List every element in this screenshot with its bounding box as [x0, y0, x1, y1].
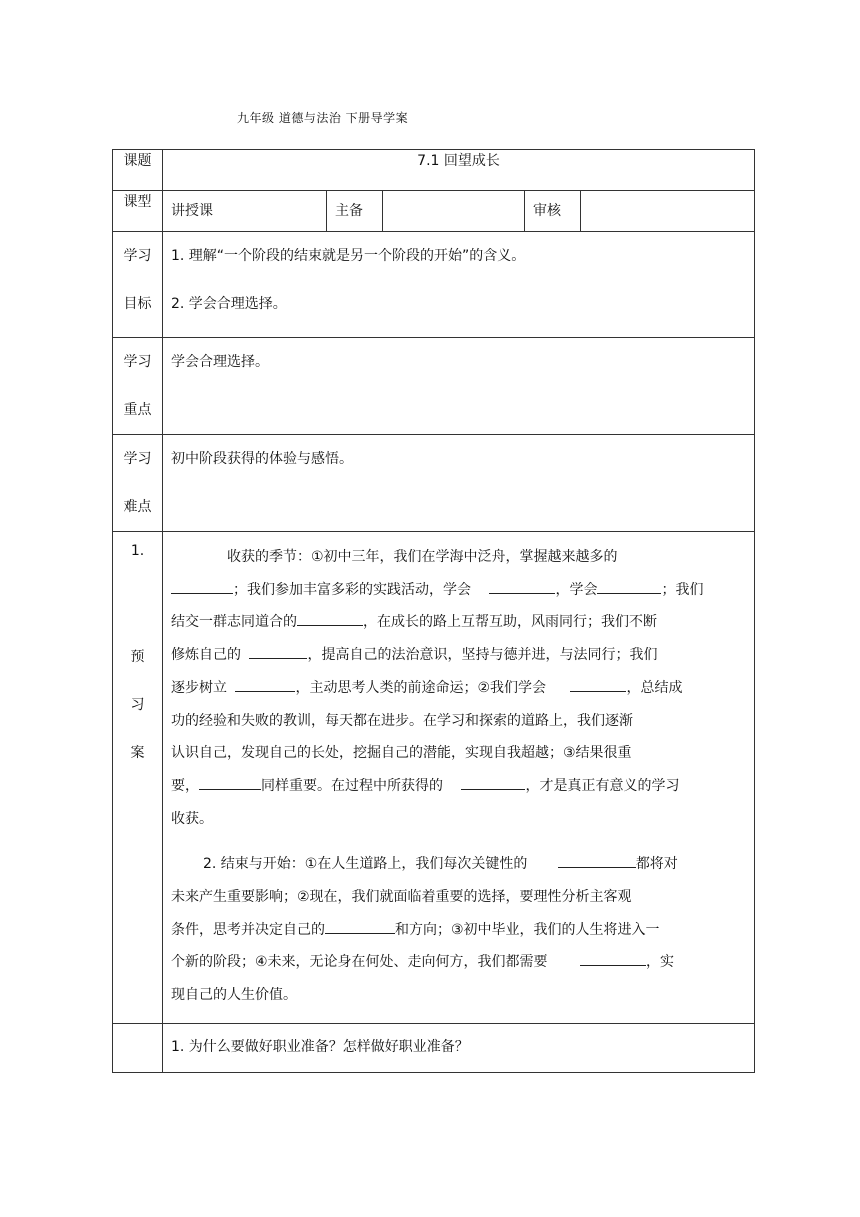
- fill-blank[interactable]: [171, 577, 233, 594]
- difficulty-row: [113, 435, 755, 532]
- focus-label: 学习 重点: [113, 338, 163, 435]
- focus-content: 学会合理选择。: [163, 338, 755, 435]
- question-label: [113, 1024, 163, 1073]
- goals-label: 学习 目标: [113, 232, 163, 338]
- fill-blank[interactable]: [597, 577, 661, 594]
- lead-value: [383, 191, 525, 232]
- lead-label: 主备: [327, 191, 383, 232]
- fill-blank[interactable]: [297, 609, 363, 626]
- question-row: [113, 1024, 755, 1073]
- review-value: [581, 191, 755, 232]
- difficulty-label: 学习 难点: [113, 435, 163, 532]
- fill-blank[interactable]: [461, 773, 525, 790]
- difficulty-content: 初中阶段获得的体验与感悟。: [163, 435, 755, 532]
- focus-row: [113, 338, 755, 435]
- goal-item: 2. 学会合理选择。: [171, 296, 287, 312]
- fill-blank[interactable]: [235, 675, 295, 692]
- page-header: 九年级 道德与法治 下册导学案: [237, 111, 409, 125]
- fill-blank[interactable]: [249, 642, 307, 659]
- review-label: 审核: [525, 191, 581, 232]
- fill-blank[interactable]: [325, 917, 395, 934]
- fill-blank[interactable]: [489, 577, 555, 594]
- harvest-paragraph: 收获的季节：①初中三年，我们在学海中泛舟，掌握越来越多的 ；我们参加丰富多彩的实践活动，学会 ，学会 ；我们 结交一群志同道合的 ，在成长的路上互帮互助，风雨同行；我们不断 修炼自己的 ，提高自己的法治意识，坚持与德并进，与法同行；我们 逐步树立 ，主动思考人类的前途命运；②我们学会 ，总结成 功的经验和失败的教训，每天都在进步。在学习和探索的道路上，我们逐渐 认识自己，发现自己的长处，挖掘自己的潜能，实现自我超越；③结果很重 要， 同样重要。在过程中所获得的 ，才是真正有意义的学习 收获。: [171, 549, 704, 827]
- goals-content: [163, 232, 755, 338]
- preview-label: 1. 预 习 案: [113, 532, 163, 1024]
- topic-label: 课题: [113, 150, 163, 191]
- type-row: [113, 191, 755, 232]
- fill-blank[interactable]: [558, 851, 636, 868]
- fill-blank[interactable]: [570, 675, 626, 692]
- fill-blank[interactable]: [580, 949, 646, 966]
- goal-item: 1. 理解“一个阶段的结束就是另一个阶段的开始”的含义。: [171, 248, 526, 264]
- topic-row: [113, 150, 755, 191]
- question-content: 1. 为什么要做好职业准备？怎样做好职业准备？: [163, 1024, 755, 1073]
- goals-row: [113, 232, 755, 338]
- type-value: 讲授课: [163, 191, 327, 232]
- transition-paragraph: 2. 结束与开始：①在人生道路上，我们每次关键性的 都将对 未来产生重要影响；②现在，我们就面临着重要的选择，要理性分析主客观 条件，思考并决定自己的 和方向；③初中毕业，我们的人生将进入一 个新的阶段；④未来，无论身在何处、走向何方，我们都需要 ，实 现自己的人生价值。: [171, 848, 744, 1012]
- topic-title: 7.1 回望成长: [163, 150, 755, 191]
- preview-row: [113, 532, 755, 1024]
- type-label: 课型: [113, 191, 163, 232]
- study-plan-table: [112, 149, 755, 1073]
- preview-content: [163, 532, 755, 1024]
- fill-blank[interactable]: [199, 773, 261, 790]
